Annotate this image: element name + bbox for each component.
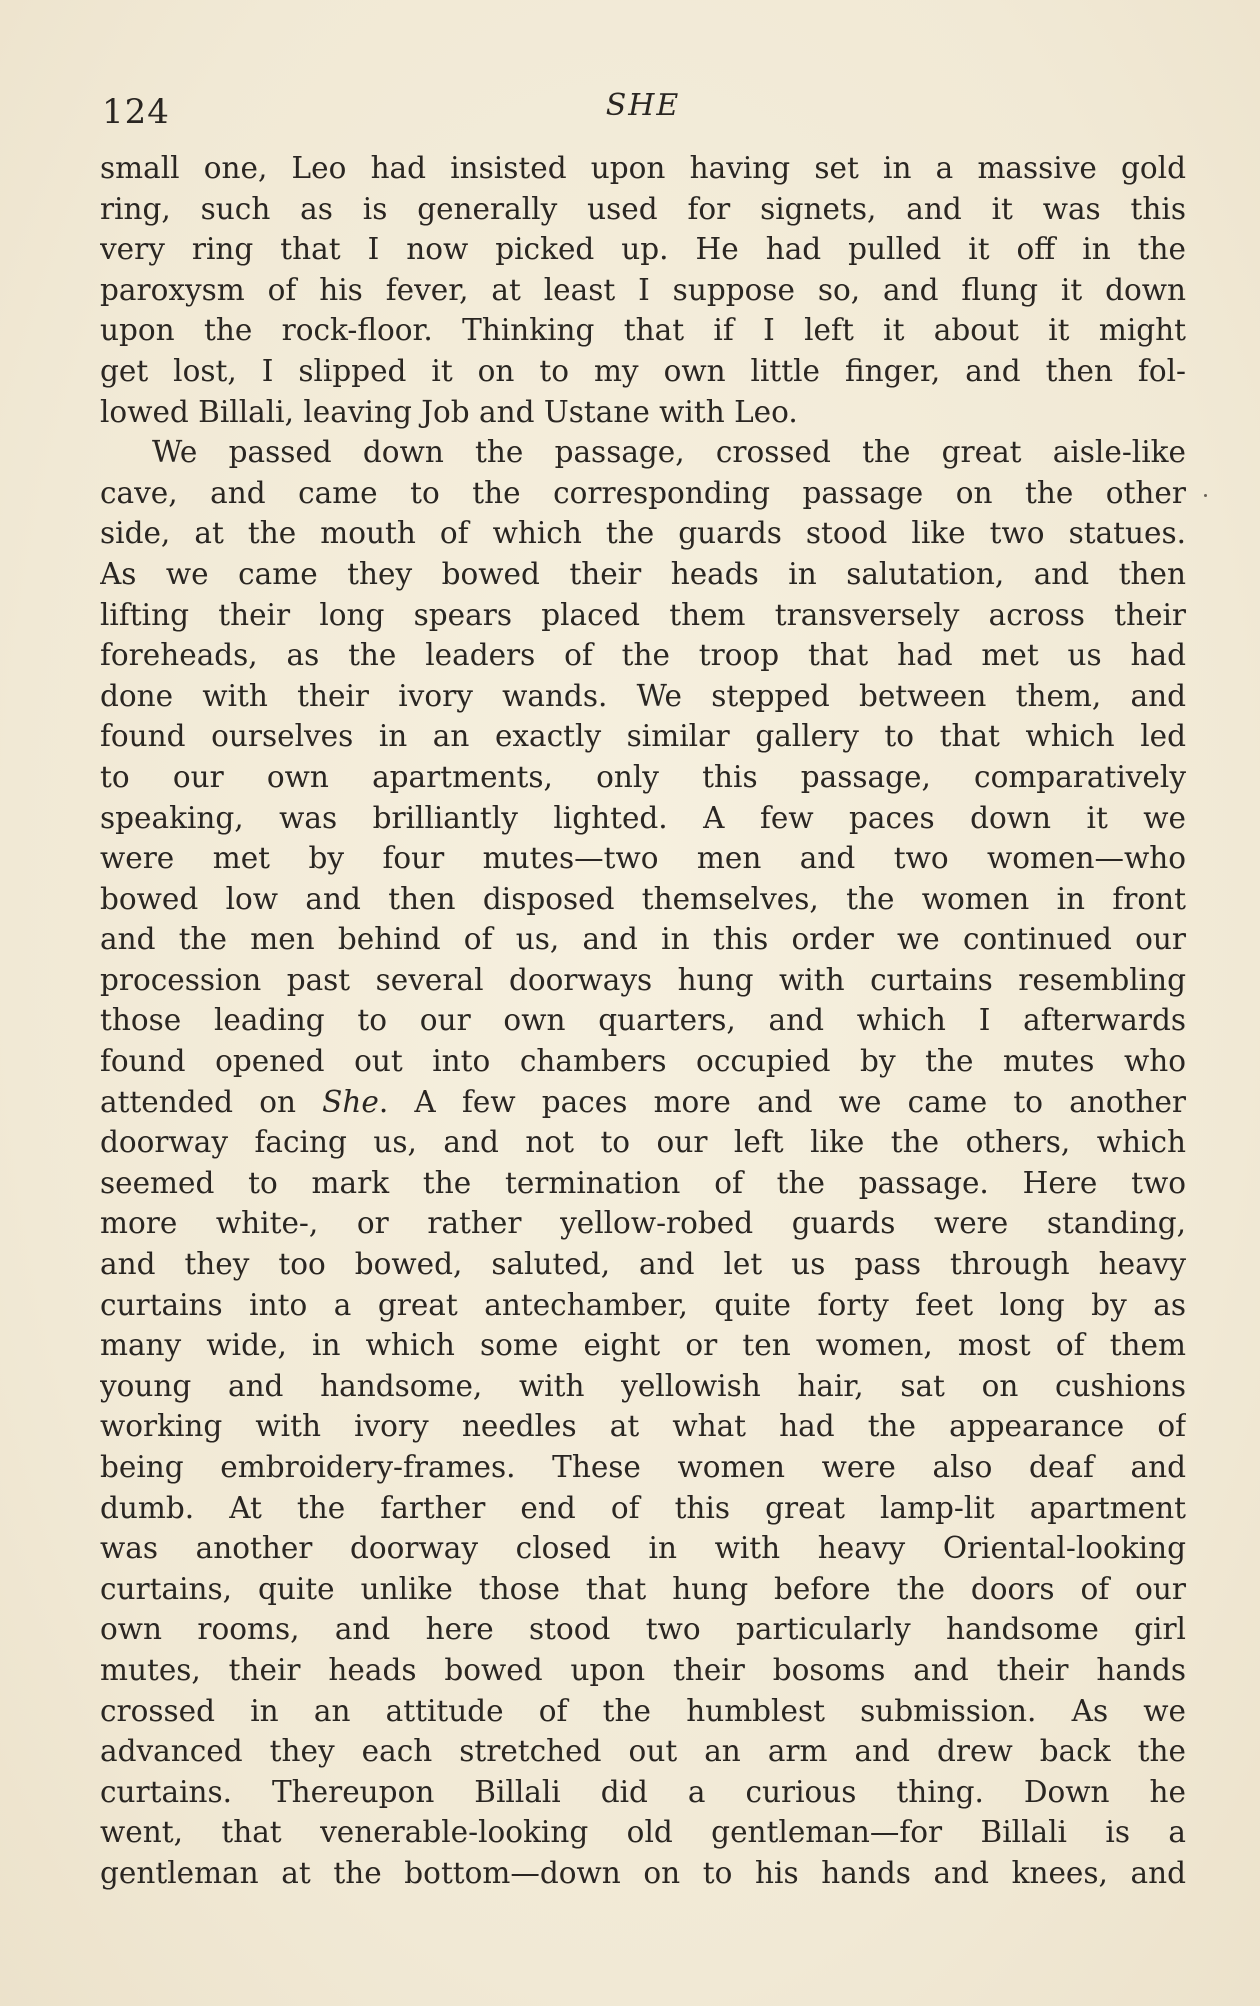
text-line: found opened out into chambers occupied by the mutes who [100, 1044, 1186, 1079]
text-line: those leading to our own quarters, and which I afterwards [100, 1003, 1186, 1038]
text-line: being embroidery-frames. These women were also deaf and [100, 1450, 1186, 1484]
text-line: went, that venerable-looking old gentleman—for Billali is a [100, 1815, 1186, 1850]
text-line: more white-, or rather yellow-robed guards were standing, [100, 1206, 1186, 1241]
text-line: young and handsome, with yellowish hair, sat on cushions [100, 1368, 1186, 1403]
text-line: advanced they each stretched out an arm and drew back the [100, 1734, 1186, 1769]
text-line: were met by four mutes—two men and two women—who [100, 841, 1186, 876]
text-line: seemed to mark the termination of the passage. Here two [100, 1165, 1186, 1200]
text-line: small one, Leo had insisted upon having set in a massive gold [100, 151, 1186, 185]
text-line: curtains, quite unlike those that hung before the doors of our [100, 1571, 1186, 1606]
text-line: ring, such as is generally used for signets, and it was this [100, 191, 1186, 226]
text-line: done with their ivory wands. We stepped between them, and [100, 678, 1186, 713]
text-line: found ourselves in an exactly similar gallery to that which led [100, 719, 1186, 754]
text-line: mutes, their heads bowed upon their bosoms and their hands [100, 1652, 1186, 1687]
text-line: bowed low and then disposed themselves, the women in front [100, 881, 1186, 916]
text-line: curtains. Thereupon Billali did a curious thing. Down he [100, 1774, 1186, 1809]
running-title-text: SHE [605, 88, 681, 123]
text-line: very ring that I now picked up. He had pulled it off in the [100, 232, 1186, 267]
running-title [102, 88, 1184, 123]
text-line: paroxysm of his fever, at least I suppose so, and flung it down [100, 272, 1186, 307]
text-line: many wide, in which some eight or ten women, most of them [100, 1328, 1186, 1363]
text-line: get lost, I slipped it on to my own little finger, and then fol- [100, 353, 1186, 388]
text-line: and they too bowed, saluted, and let us pass through heavy [100, 1247, 1186, 1282]
text-line: gentleman at the bottom—down on to his hands and knees, and [100, 1855, 1186, 1890]
text-line: lifting their long spears placed them transversely across their [100, 597, 1186, 632]
text-line: speaking, was brilliantly lighted. A few paces down it we [100, 800, 1186, 835]
text-line: procession past several doorways hung with curtains resembling [100, 962, 1186, 997]
body-text [100, 148, 1186, 1894]
text-line: side, at the mouth of which the guards stood like two statues. [100, 516, 1186, 551]
text-line: curtains into a great antechamber, quite forty feet long by as [100, 1287, 1186, 1322]
text-line: dumb. At the farther end of this great lamp-lit apartment [100, 1490, 1186, 1525]
text-line: doorway facing us, and not to our left like the others, which [100, 1125, 1186, 1160]
text-line: crossed in an attitude of the humblest submission. As we [100, 1693, 1186, 1728]
text-line: own rooms, and here stood two particularly handsome girl [100, 1612, 1186, 1647]
paper-speck [1204, 494, 1207, 497]
text-line: and the men behind of us, and in this order we continued our [100, 922, 1186, 957]
page-number: 124 [102, 92, 170, 132]
text-line: to our own apartments, only this passage, comparatively [100, 759, 1186, 794]
text-line: We passed down the passage, crossed the great aisle-like [152, 435, 1186, 470]
text-line: cave, and came to the corresponding passage on the other [100, 475, 1186, 510]
text-line: upon the rock-floor. Thinking that if I left it about it might [100, 313, 1186, 348]
text-line: attended on She. A few paces more and we came to another [100, 1084, 1186, 1119]
text-line: foreheads, as the leaders of the troop that had met us had [100, 638, 1186, 673]
text-line: was another doorway closed in with heavy Oriental-looking [100, 1531, 1186, 1566]
page-header [102, 88, 1184, 138]
text-line: working with ivory needles at what had the appearance of [100, 1409, 1186, 1444]
text-line: lowed Billali, leaving Job and Ustane with Leo. [100, 394, 798, 429]
text-line: As we came they bowed their heads in salutation, and then [100, 556, 1186, 591]
